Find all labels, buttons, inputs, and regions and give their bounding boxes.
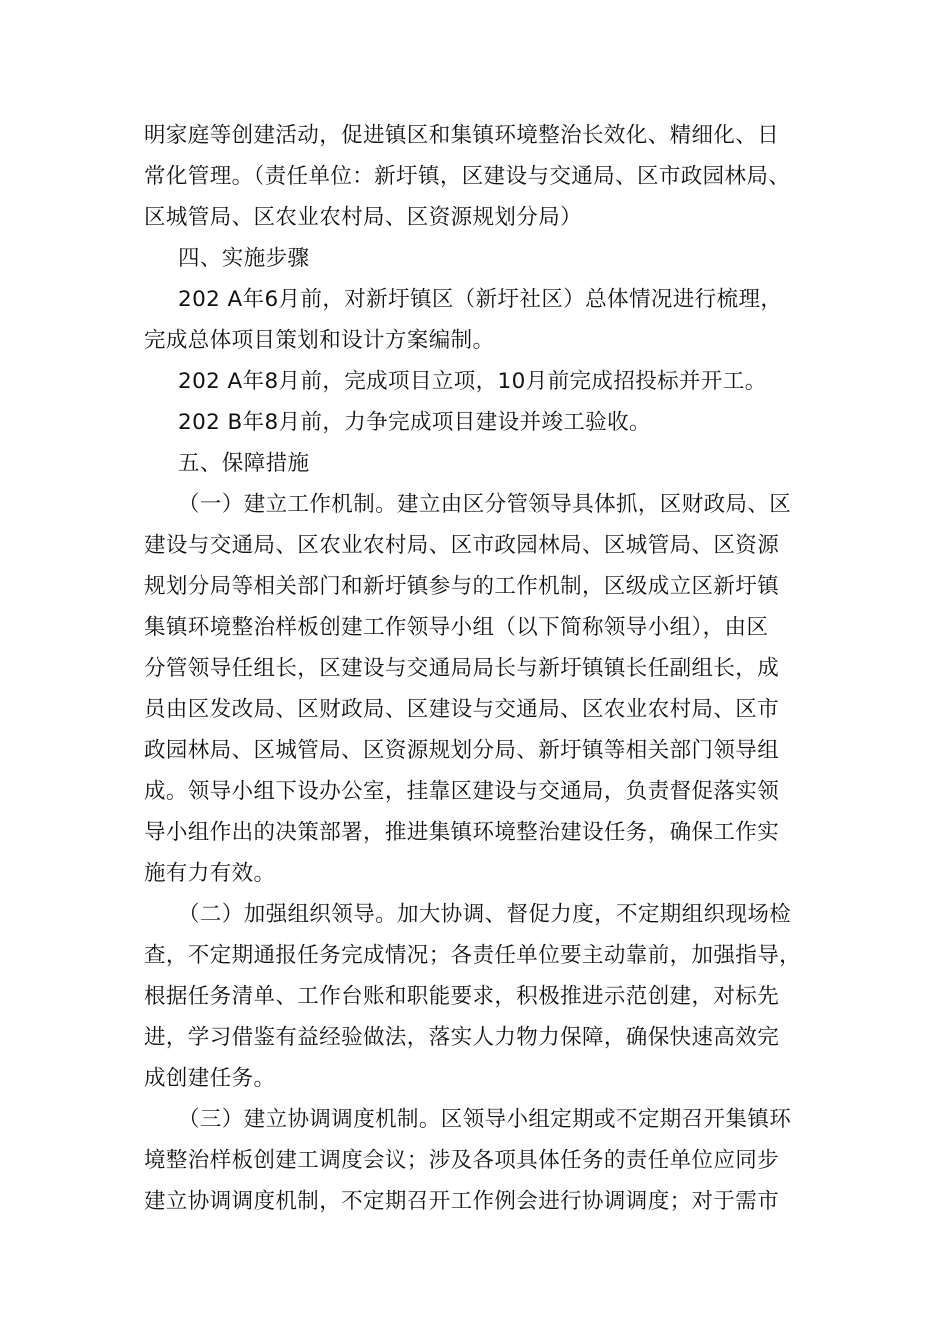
text-line: 成。领导小组下设办公室，挂靠区建设与交通局，负责督促落实领 bbox=[144, 779, 780, 804]
text-line: 常化管理。（责任单位：新圩镇，区建设与交通局、区市政园林局、 bbox=[144, 164, 791, 189]
text-line: 明家庭等创建活动，促进镇区和集镇环境整治长效化、精细化、日 bbox=[144, 123, 780, 148]
section-heading: 五、保障措施 bbox=[178, 451, 310, 476]
text-line: 施有力有效。 bbox=[144, 861, 276, 886]
text-line: 员由区发改局、区财政局、区建设与交通局、区农业农村局、区市 bbox=[144, 697, 780, 722]
text-line: 导小组作出的决策部署，推进集镇环境整治建设任务，确保工作实 bbox=[144, 820, 780, 845]
text-line: 202 A年6月前，对新圩镇区（新圩社区）总体情况进行梳理， bbox=[178, 287, 783, 312]
text-line: 区城管局、区农业农村局、区资源规划分局） bbox=[144, 205, 583, 230]
text-line: 境整治样板创建工调度会议；涉及各项具体任务的责任单位应同步 bbox=[144, 1148, 780, 1173]
text-line: 规划分局等相关部门和新圩镇参与的工作机制，区级成立区新圩镇 bbox=[144, 574, 780, 599]
text-line: 202 A年8月前，完成项目立项，10月前完成招投标并开工。 bbox=[178, 369, 767, 394]
text-line: 根据任务清单、工作台账和职能要求，积极推进示范创建，对标先 bbox=[144, 984, 780, 1009]
text-line: （一）建立工作机制。建立由区分管领导具体抓，区财政局、区 bbox=[178, 492, 792, 517]
text-line: 集镇环境整治样板创建工作领导小组（以下简称领导小组），由区 bbox=[144, 615, 769, 640]
text-line: （二）加强组织领导。加大协调、督促力度，不定期组织现场检 bbox=[178, 902, 792, 927]
text-line: 完成总体项目策划和设计方案编制。 bbox=[144, 328, 495, 353]
section-heading: 四、实施步骤 bbox=[178, 246, 310, 271]
text-line: 查，不定期通报任务完成情况；各责任单位要主动靠前，加强指导， bbox=[144, 943, 802, 968]
text-line: 成创建任务。 bbox=[144, 1066, 276, 1091]
text-line: 进，学习借鉴有益经验做法，落实人力物力保障，确保快速高效完 bbox=[144, 1025, 780, 1050]
text-line: 建设与交通局、区农业农村局、区市政园林局、区城管局、区资源 bbox=[144, 533, 780, 558]
text-line: 政园林局、区城管局、区资源规划分局、新圩镇等相关部门领导组 bbox=[144, 738, 780, 763]
text-line: （三）建立协调调度机制。区领导小组定期或不定期召开集镇环 bbox=[178, 1107, 792, 1132]
text-line: 分管领导任组长，区建设与交通局局长与新圩镇镇长任副组长，成 bbox=[144, 656, 780, 681]
text-line: 建立协调调度机制，不定期召开工作例会进行协调调度；对于需市 bbox=[144, 1189, 780, 1214]
text-line: 202 B年8月前，力争完成项目建设并竣工验收。 bbox=[178, 410, 651, 435]
